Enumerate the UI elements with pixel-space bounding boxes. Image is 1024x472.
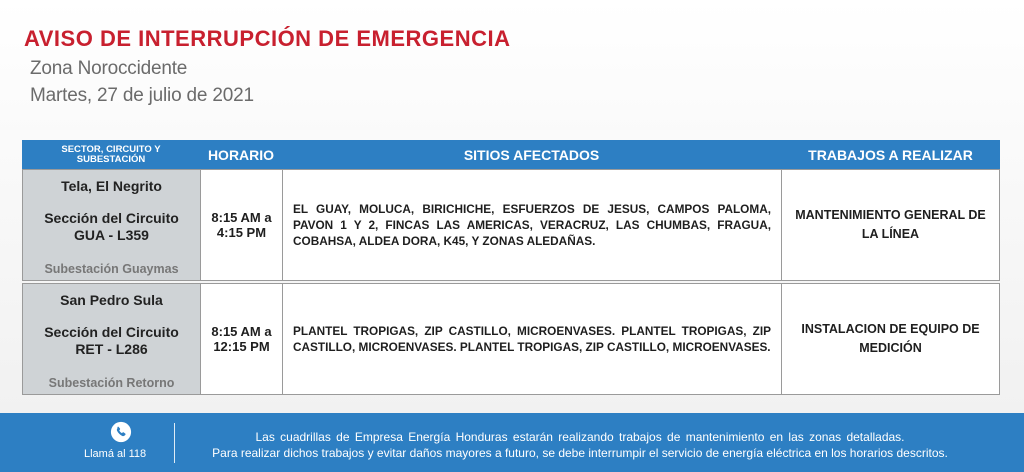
zone-subtitle: Zona Noroccidente [30,58,188,79]
sector-cell [23,284,201,394]
work-cell [782,284,999,394]
table-row [22,169,1000,281]
sector-city: San Pedro Sula [60,292,163,308]
circuit-line2: GUA - L359 [74,227,149,243]
sector-cell [23,170,201,280]
circuit-line2: RET - L286 [75,341,148,357]
col-header-trabajos: TRABAJOS A REALIZAR [808,146,973,163]
circuit-line1: Sección del Circuito [44,210,179,226]
date-subtitle: Martes, 27 de julio de 2021 [30,85,254,106]
col-header-sector-line1: SECTOR, CIRCUITO Y [61,143,161,155]
col-header-sitios: SITIOS AFECTADOS [463,146,600,163]
outage-table [22,140,1000,396]
footer-message-line2: Para realizar dichos trabajos y evitar daños mayores a futuro, se debe interrumpir el servicio de energía eléctrica en los horarios descritos. [212,446,948,460]
work-cell [782,170,999,280]
table-header [22,140,1000,169]
schedule-start: 8:15 AM a [211,210,272,225]
schedule-cell [201,284,283,394]
phone-icon [110,421,132,443]
col-header-sector-line2: SUBESTACIÓN [76,153,146,165]
schedule-end: 12:15 PM [213,339,270,354]
sector-circuit [23,210,200,244]
affected-sites-cell [283,170,782,280]
table-row [22,283,1000,395]
affected-sites-text: PLANTEL TROPIGAS, ZIP CASTILLO, MICROENVASES. PLANTEL TROPIGAS, ZIP CASTILLO, MICROENVASES. PLANTEL TROPIGAS, ZIP CASTILLO, MICROENVASES. [293,324,771,354]
schedule-start: 8:15 AM a [211,324,272,339]
sector-city: Tela, El Negrito [61,178,162,194]
footer-divider [174,423,175,463]
call-label: Llamá al 118 [84,448,147,460]
notice-title: AVISO DE INTERRUPCIÓN DE EMERGENCIA [24,26,511,51]
affected-sites-text: EL GUAY, MOLUCA, BIRICHICHE, ESFUERZOS DE JESUS, CAMPOS PALOMA, PAVON 1 Y 2, FINCAS LAS AMERICAS, VERACRUZ, LAS CHUMBAS, FRAGUA, COBAHSA, ALDEA DORA, K45, Y ZONAS ALEDAÑAS. [293,202,771,248]
circuit-line1: Sección del Circuito [44,324,179,340]
work-text: INSTALACION DE EQUIPO DE MEDICIÓN [801,322,980,355]
schedule-end: 4:15 PM [216,225,267,240]
footer-banner [0,413,1024,472]
col-header-horario: HORARIO [207,146,275,163]
col-header-sector [22,140,200,169]
affected-sites-cell [283,284,782,394]
work-text: MANTENIMIENTO GENERAL DE LA LÍNEA [795,208,986,241]
sector-circuit [23,324,200,358]
footer-message-line1: Las cuadrillas de Empresa Energía Honduras estarán realizando trabajos de mantenimiento en las zonas detalladas. [255,430,905,444]
schedule-cell [201,170,283,280]
sector-substation: Subestación Retorno [48,376,175,390]
sector-substation: Subestación Guaymas [44,262,179,276]
